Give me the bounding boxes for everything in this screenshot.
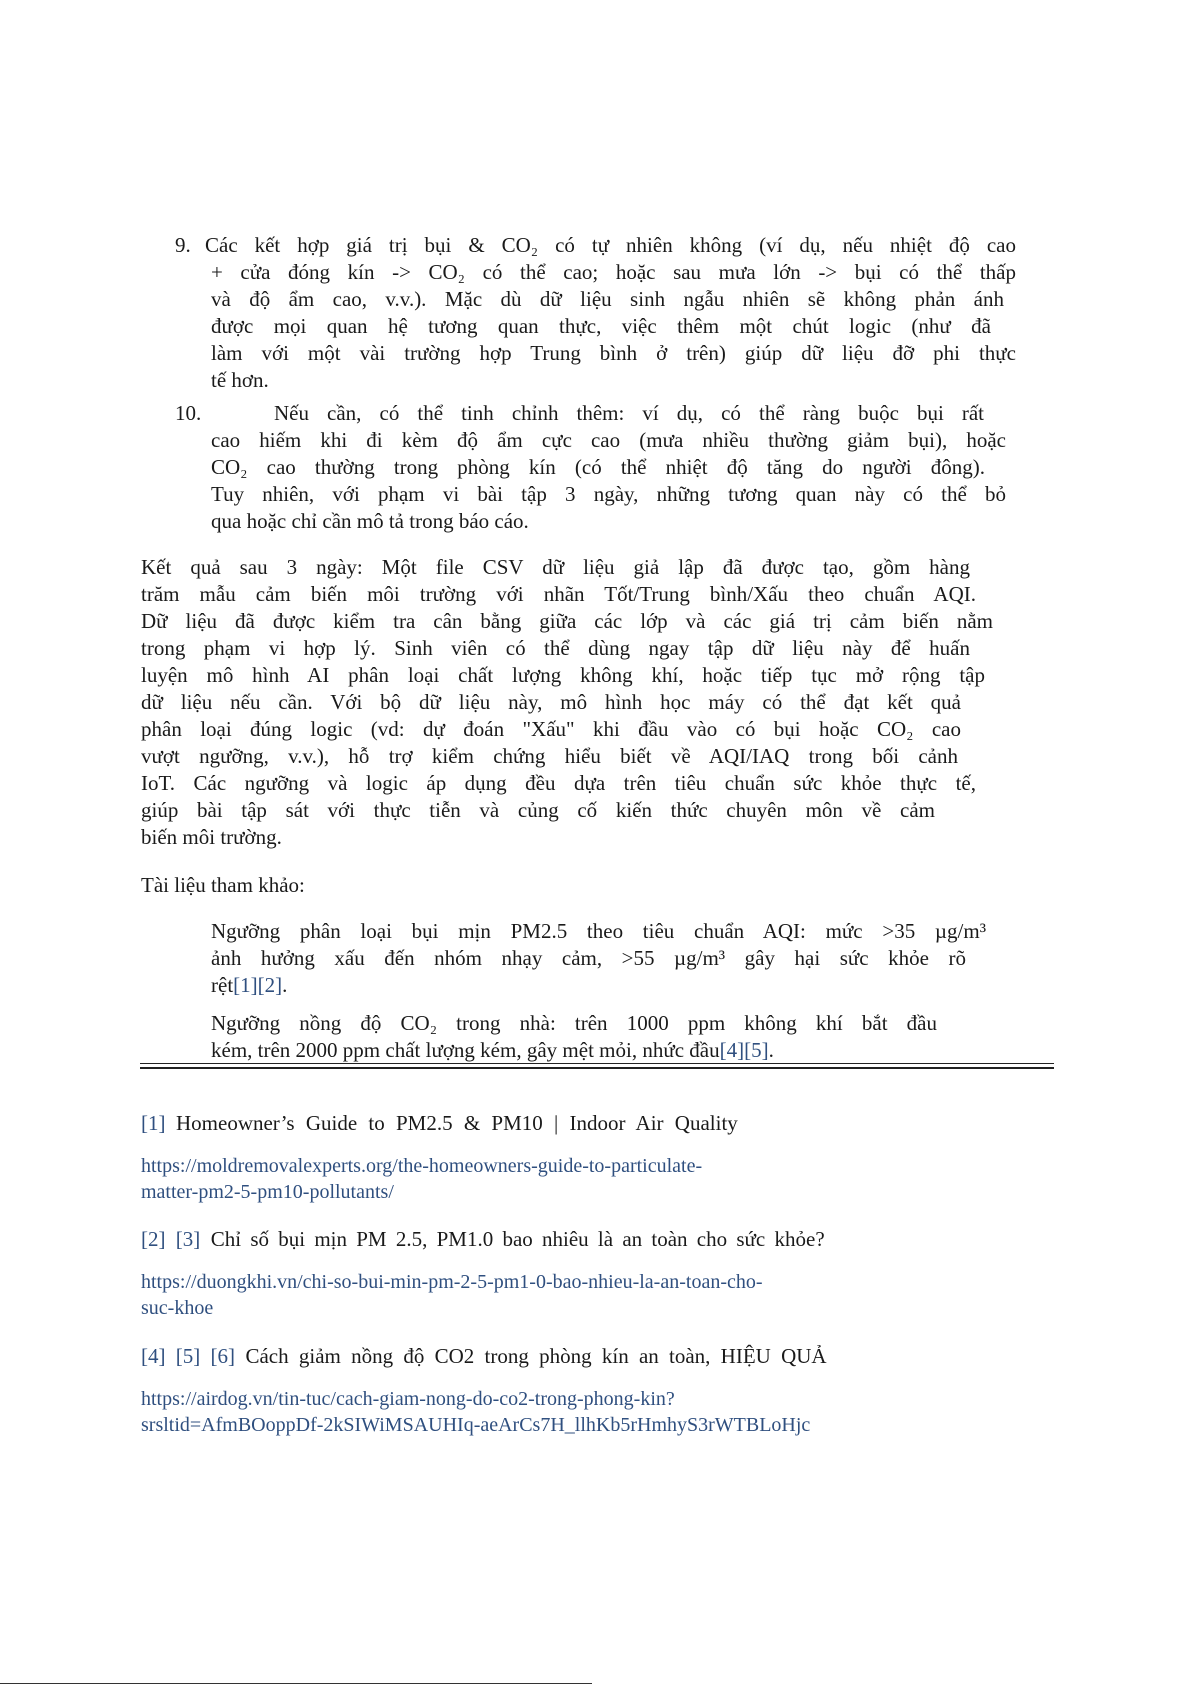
text-line: tế hơn.: [211, 368, 269, 392]
list-item-10: [274, 400, 984, 427]
footnote-title: [141, 1226, 825, 1253]
text-line: dữ liệu nếu cần. Với bộ dữ liệu này, mô hình học máy có thể đạt kết quả: [141, 690, 961, 714]
text-line: [211, 1037, 986, 1064]
bullet-text: .: [282, 973, 288, 997]
summary-paragraph: [141, 554, 993, 851]
text-line: và độ ẩm cao, v.v.). Mặc dù dữ liệu sinh ngẫu nhiên sẽ không phản ánh: [211, 287, 1004, 311]
footnote-title-text: Homeowner’s Guide to PM2.5 & PM10 | Indoor Air Quality: [176, 1111, 738, 1135]
footnote-url[interactable]: [141, 1153, 702, 1205]
text-line: Nếu cần, có thể tinh chỉnh thêm: ví dụ, có thể ràng buộc bụi rất: [274, 401, 984, 425]
list-item-9: [205, 232, 1016, 286]
url-line[interactable]: srsltid=AfmBOoppDf-2kSIWiMSAUHIq-aeArCs7H_llhKb5rHmhyS3rWTBLoHjc: [141, 1414, 811, 1436]
reference-bullet: [211, 1010, 986, 1064]
url-line[interactable]: matter-pm2-5-pm10-pollutants/: [141, 1181, 394, 1203]
list-item-9-cont: [211, 286, 1016, 394]
list-number: 9.: [175, 233, 191, 257]
text-line: Dữ liệu đã được kiểm tra cân bằng giữa các lớp và các giá trị cảm biến nằm: [141, 609, 993, 633]
text-line: biến môi trường.: [141, 825, 282, 849]
footnote-url[interactable]: [141, 1269, 763, 1321]
text-line: Các kết hợp giá trị bụi & CO₂ có tự nhiên không (ví dụ, nếu nhiệt độ cao: [205, 233, 1016, 257]
text-line: + cửa đóng kín -> CO₂ có thể cao; hoặc sau mưa lớn -> bụi có thể thấp: [211, 260, 1016, 284]
text-line: CO₂ cao thường trong phòng kín (có thể nhiệt độ tăng do người đông).: [211, 455, 985, 479]
section-divider: [140, 1063, 1054, 1064]
text-line: luyện mô hình AI phân loại chất lượng không khí, hoặc tiếp tục mở rộng tập: [141, 663, 985, 687]
text-line: vượt ngưỡng, v.v.), hỗ trợ kiểm chứng hiểu biết về AQI/IAQ trong bối cảnh: [141, 744, 958, 768]
reference-bullet: [211, 918, 986, 999]
footnote-title: [141, 1343, 827, 1370]
footnote-ref-link[interactable]: [4] [5] [6]: [141, 1344, 235, 1368]
footnote-title-text: Cách giảm nồng độ CO2 trong phòng kín an toàn, HIỆU QUẢ: [245, 1344, 827, 1368]
text-line: Tuy nhiên, với phạm vi bài tập 3 ngày, những tương quan này có thể bỏ: [211, 482, 1006, 506]
text-line: được mọi quan hệ tương quan thực, việc thêm một chút logic (như đã: [211, 314, 991, 338]
url-line[interactable]: https://moldremovalexperts.org/the-homeowners-guide-to-particulate-: [141, 1155, 703, 1177]
text-line: ảnh hưởng xấu đến nhóm nhạy cảm, >55 µg/m³ gây hại sức khỏe rõ: [211, 946, 966, 970]
text-line: phân loại đúng logic (vd: dự đoán "Xấu" khi đầu vào có bụi hoặc CO₂ cao: [141, 717, 961, 741]
footnote-ref-link[interactable]: [2] [3]: [141, 1227, 201, 1251]
bullet-text: rệt: [211, 973, 234, 997]
text-line: [211, 972, 986, 999]
bullet-text: kém, trên 2000 ppm chất lượng kém, gây mệt mỏi, nhức đầu: [211, 1038, 720, 1062]
text-line: Ngưỡng phân loại bụi mịn PM2.5 theo tiêu chuẩn AQI: mức >35 µg/m³: [211, 919, 986, 943]
references-heading: Tài liệu tham khảo:: [141, 873, 305, 897]
text-line: giúp bài tập sát với thực tiễn và củng cố kiến thức chuyên môn về cảm: [141, 798, 935, 822]
citation-link[interactable]: [1][2]: [233, 973, 283, 997]
list-number: 10.: [175, 401, 202, 425]
text-line: Ngưỡng nồng độ CO₂ trong nhà: trên 1000 ppm không khí bắt đầu: [211, 1011, 937, 1035]
section-divider: [140, 1067, 1054, 1069]
list-item-10-cont: [211, 427, 1006, 535]
url-line[interactable]: https://airdog.vn/tin-tuc/cach-giam-nong-do-co2-trong-phong-kin?: [141, 1388, 675, 1410]
citation-link[interactable]: [4][5]: [719, 1038, 769, 1062]
text-line: trong phạm vi hợp lý. Sinh viên có thể dùng ngay tập dữ liệu này để huấn: [141, 636, 970, 660]
footnote-title: [141, 1110, 738, 1137]
footnote-url[interactable]: [141, 1386, 810, 1438]
url-line[interactable]: suc-khoe: [141, 1297, 214, 1319]
text-line: làm với một vài trường hợp Trung bình ở trên) giúp dữ liệu đỡ phi thực: [211, 341, 1016, 365]
text-line: Kết quả sau 3 ngày: Một file CSV dữ liệu giả lập đã được tạo, gồm hàng: [141, 555, 970, 579]
url-line[interactable]: https://duongkhi.vn/chi-so-bui-min-pm-2-5-pm1-0-bao-nhieu-la-an-toan-cho-: [141, 1271, 763, 1293]
footnote-ref-link[interactable]: [1]: [141, 1111, 166, 1135]
text-line: cao hiếm khi đi kèm độ ẩm cực cao (mưa nhiều thường giảm bụi), hoặc: [211, 428, 1006, 452]
bullet-text: .: [768, 1038, 774, 1062]
page-bottom-rule: [0, 1683, 592, 1684]
text-line: trăm mẫu cảm biến môi trường với nhãn Tốt/Trung bình/Xấu theo chuẩn AQI.: [141, 582, 976, 606]
footnote-title-text: Chỉ số bụi mịn PM 2.5, PM1.0 bao nhiêu là an toàn cho sức khỏe?: [210, 1227, 825, 1251]
text-line: qua hoặc chỉ cần mô tả trong báo cáo.: [211, 509, 529, 533]
text-line: IoT. Các ngưỡng và logic áp dụng đều dựa trên tiêu chuẩn sức khỏe thực tế,: [141, 771, 976, 795]
